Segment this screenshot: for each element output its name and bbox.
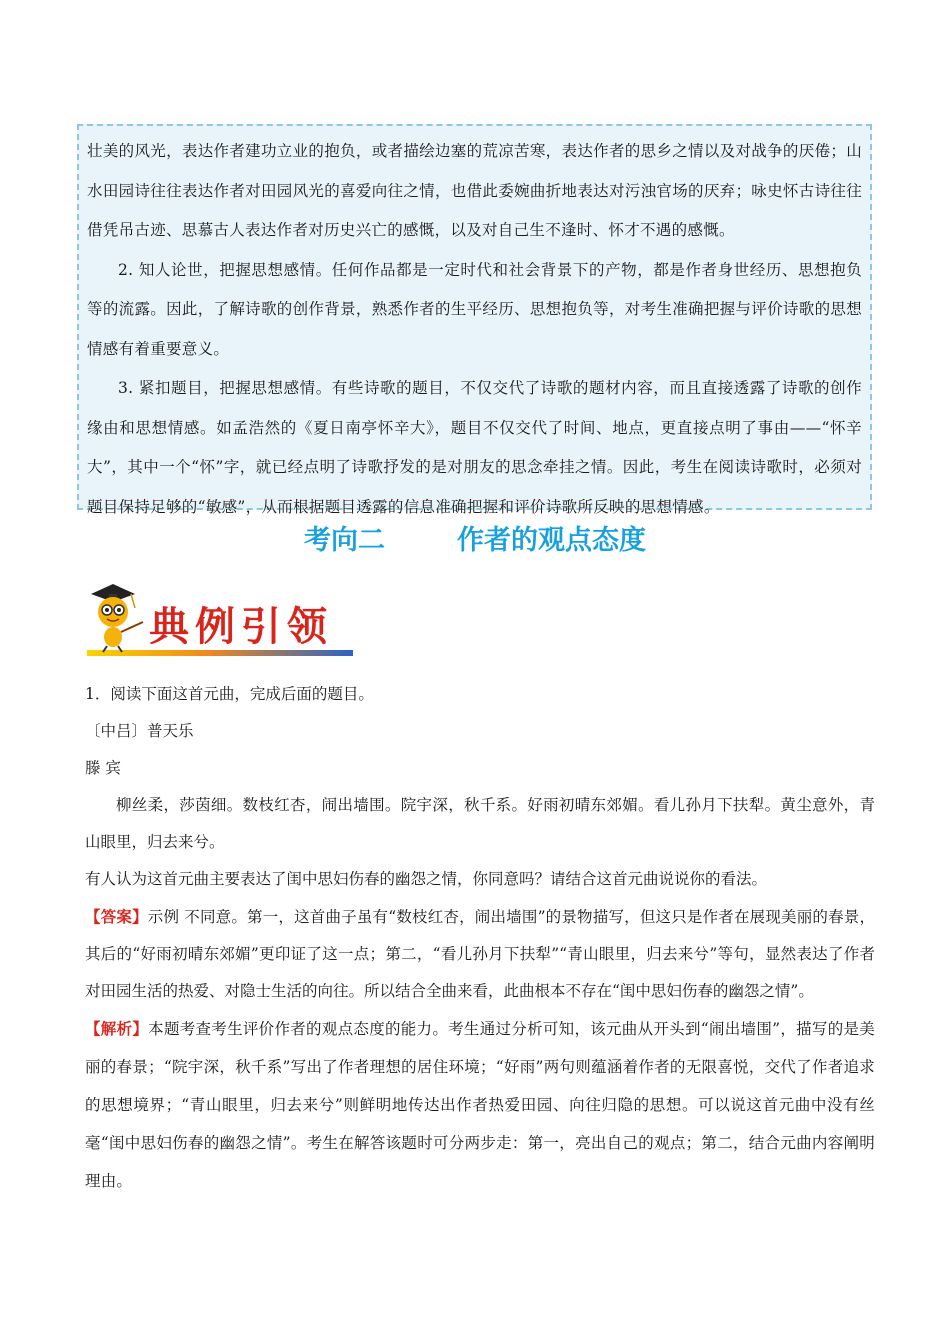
section-title [0, 518, 950, 557]
knowledge-box [77, 124, 872, 516]
analysis-text: 本题考查考生评价作者的观点态度的能力。考生通过分析可知，该元曲从开头到“闹出墙围”，描写的是美丽的春景；“院宇深，秋千系”写出了作者理想的居住环境；“好雨”两句则蕴涵着作者的无限喜悦，交代了作者追求的思想境界；“青山眼里，归去来兮”则鲜明地传达出作者热爱田园、向往归隐的思想。可以说这首元曲中没有丝毫“闺中思妇伤春的幽怨之情”。考生在解答该题时可分两步走：第一，亮出自己的观点；第二，结合元曲内容阐明理由。 [85, 1020, 875, 1190]
example-content [85, 676, 875, 1200]
box-paragraph-3: 3. 紧扣题目，把握思想感情。有些诗歌的题目，不仅交代了诗歌的题材内容，而且直接透露了诗歌的创作缘由和思想情感。如孟浩然的《夏日南亭怀辛大》，题目不仅交代了时间、地点，更直接点明了事由——“怀辛大”，其中一个“怀”字，就已经点明了诗歌抒发的是对朋友的思念牵挂之情。因此，考生在阅读诗歌时，必须对题目保持足够的“敏感”，从而根据题目透露的信息准确把握和评价诗歌所反映的思想情感。 [87, 379, 862, 516]
answer-tag: 【答案】 [85, 907, 148, 926]
box-paragraph-2: 2. 知人论世，把握思想感情。任何作品都是一定时代和社会背景下的产物，都是作者身世经历、思想抱负等的流露。因此，了解诗歌的创作背景，熟悉作者的生平经历、思想抱负等，对考生准确把握与评价诗歌的思想情感有着重要意义。 [87, 260, 862, 358]
poem-title: 〔中吕〕普天乐 [85, 722, 194, 740]
answer-text: 示例 不同意。第一，这首曲子虽有“数枝红杏，闹出墙围”的景物描写，但这只是作者在展现美丽的春景，其后的“好雨初晴东郊媚”更印证了这一点；第二，“看儿孙月下扶犁”“青山眼里，归去来兮”等句，显然表达了作者对田园生活的热爱、对隐士生活的向往。所以结合全曲来看，此曲根本不存在“闺中思妇伤春的幽怨之情”。 [85, 908, 875, 1000]
analysis-tag: 【解析】 [85, 1019, 149, 1038]
analysis-paragraph [85, 1010, 875, 1200]
poem-author: 滕 宾 [85, 759, 121, 777]
question-prompt: 有人认为这首元曲主要表达了闺中思妇伤春的幽怨之情，你同意吗？请结合这首元曲说说你的看法。 [85, 870, 768, 888]
banner-text: 典例引领 [149, 603, 333, 650]
poem-body: 柳丝柔，莎茵细。数枝红杏，闹出墙围。院宇深，秋千系。好雨初晴东郊媚。看儿孙月下扶犁。黄尘意外，青山眼里，归去来兮。 [85, 796, 875, 851]
question-intro: 1．阅读下面这首元曲，完成后面的题目。 [85, 685, 374, 703]
example-banner [85, 578, 355, 660]
answer-paragraph [85, 898, 875, 1010]
box-paragraph-1: 壮美的风光，表达作者建功立业的抱负，或者描绘边塞的荒凉苦寒，表达作者的思乡之情以及对战争的厌倦；山水田园诗往往表达作者对田园风光的喜爱向往之情，也借此委婉曲折地表达对污浊官场的厌弃；咏史怀古诗往往借凭吊古迹、思慕古人表达作者对历史兴亡的感慨，以及对自己生不逢时、怀才不遇的感慨。 [87, 142, 862, 239]
mascot-icon [85, 578, 355, 660]
section-title-left: 考向二 [304, 525, 385, 556]
section-title-right: 作者的观点态度 [457, 525, 646, 556]
